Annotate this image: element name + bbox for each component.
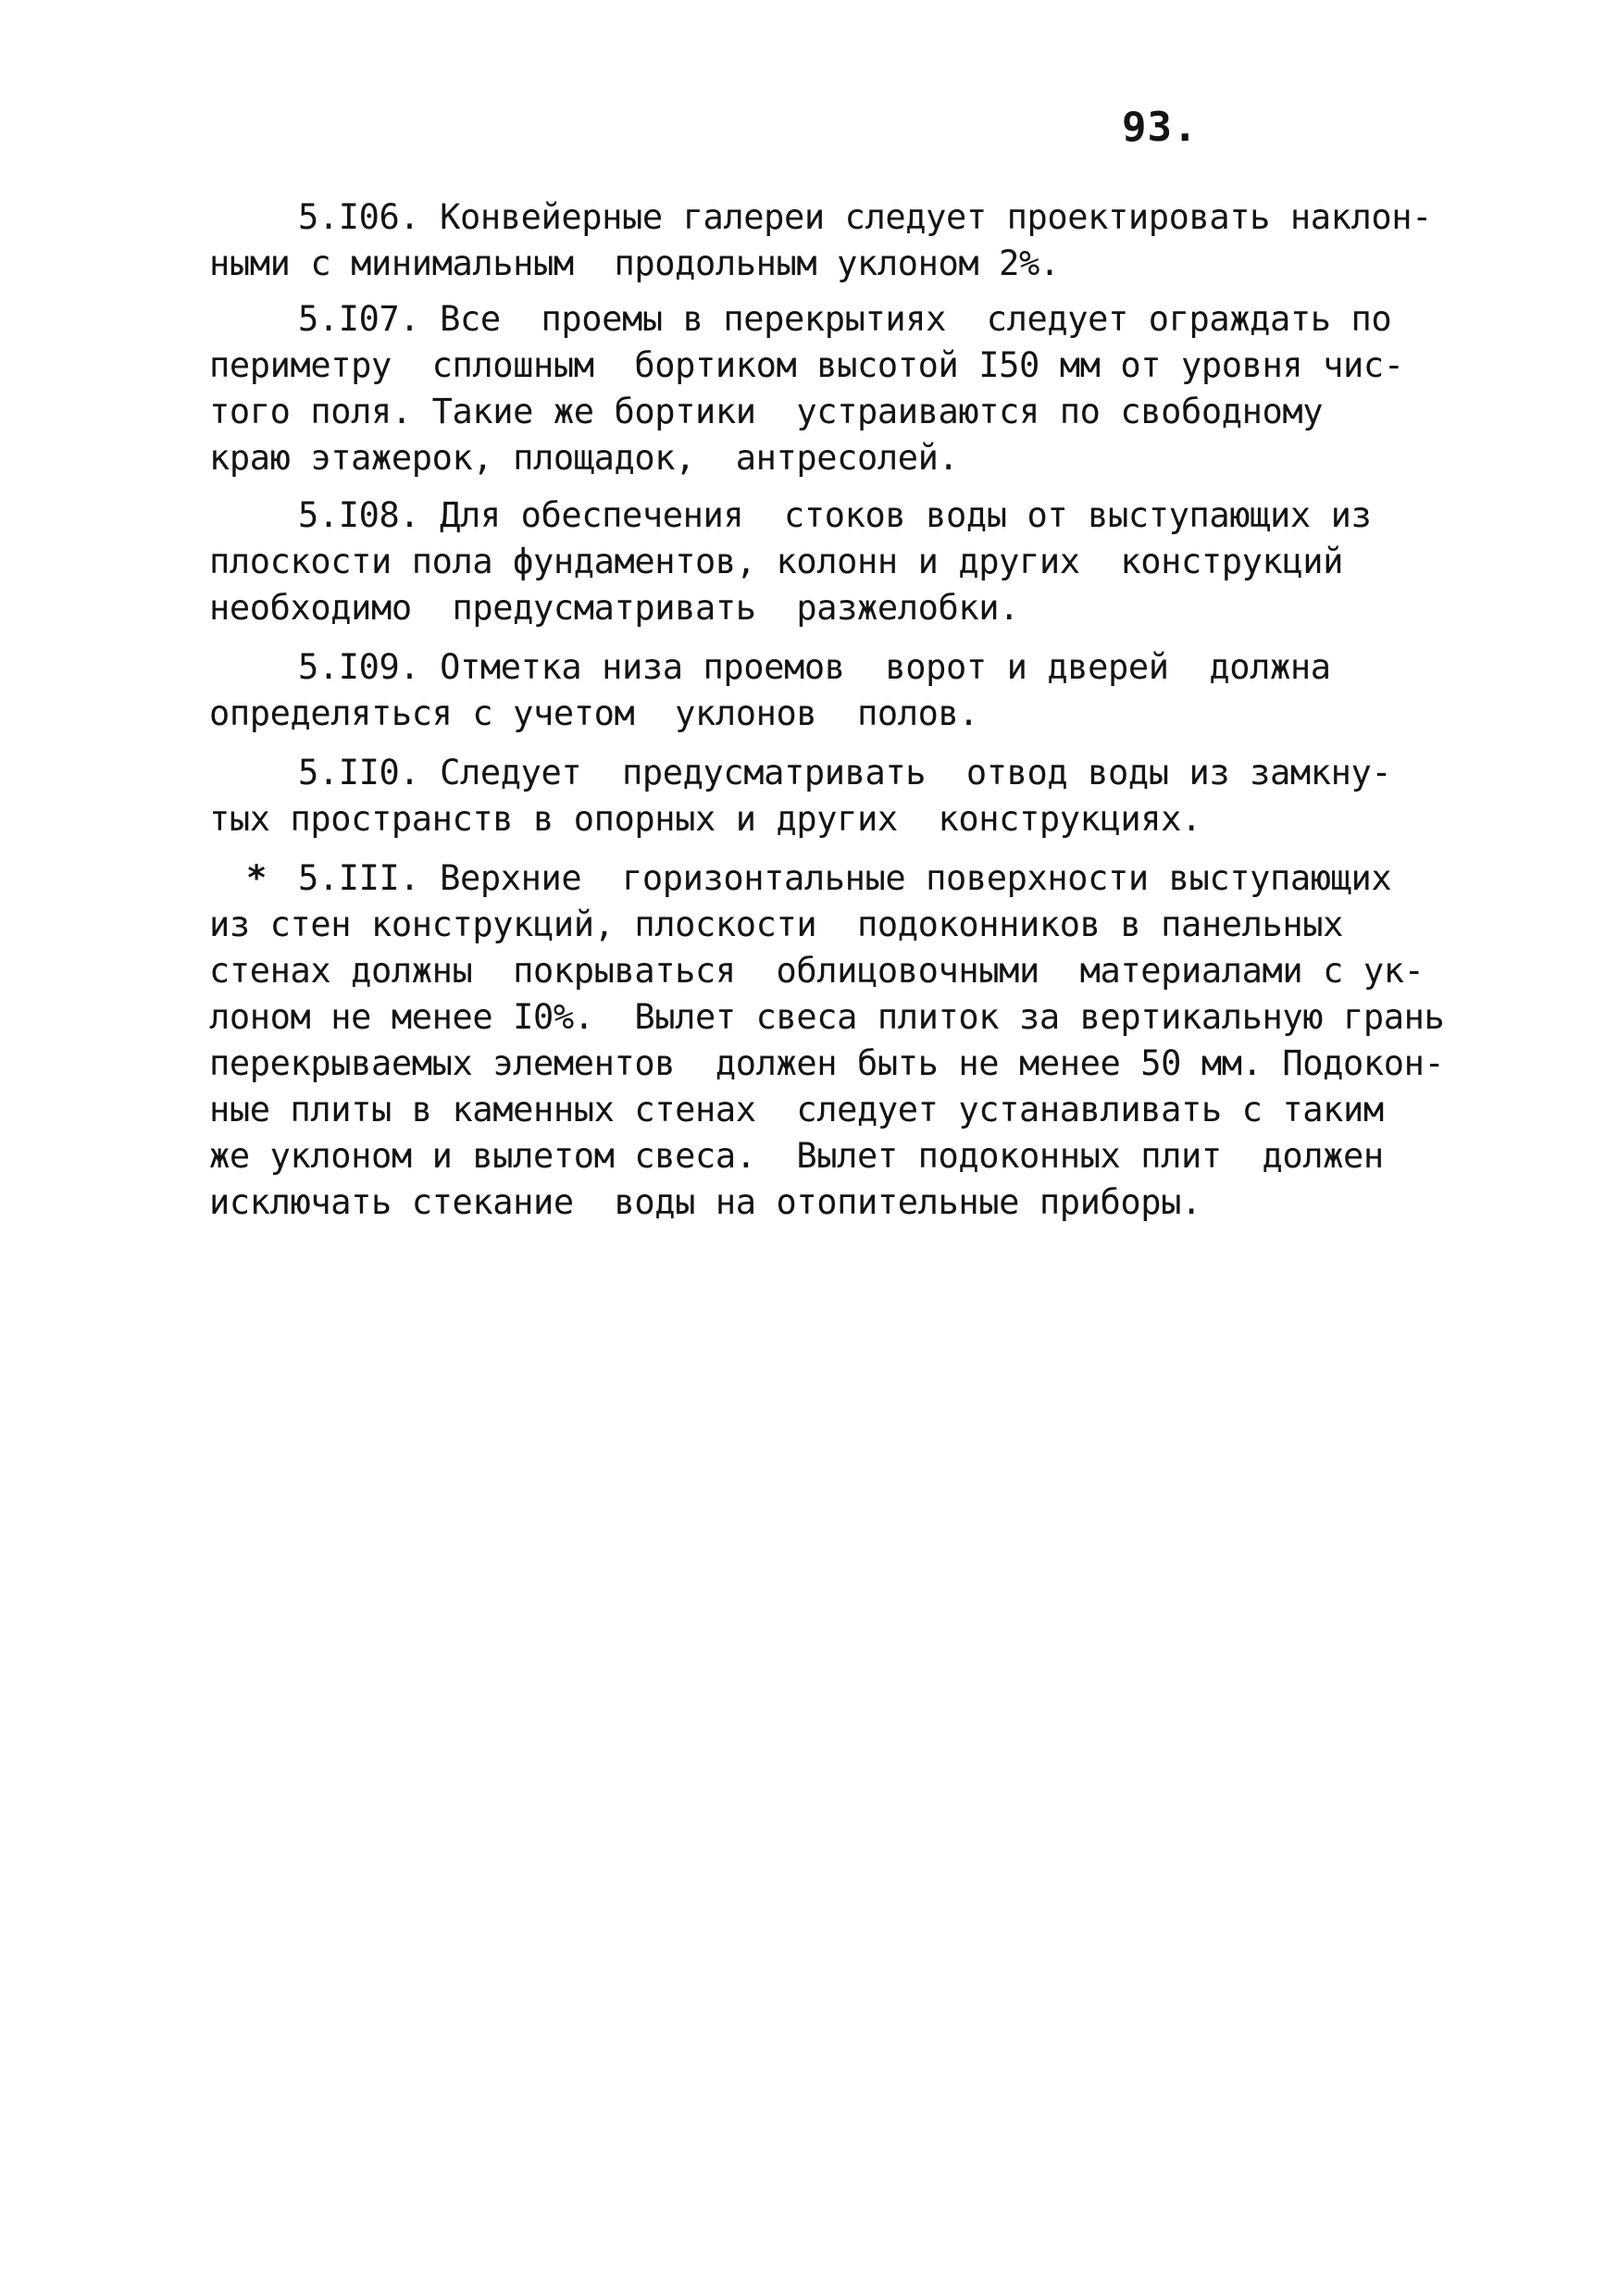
paragraph-line (209, 855, 1403, 902)
paragraph-line: краю этажерок, площадок, антресолей. (209, 438, 959, 478)
paragraph-line: тых пространств в опорных и других конструкциях. (209, 799, 1201, 839)
paragraph-5-109 (209, 644, 1403, 737)
paragraph-line: исключать стекание воды на отопительные приборы. (209, 1182, 1201, 1222)
paragraph-line: лоном не менее I0%. Вылет свеса плиток за вертикальную грань (209, 997, 1445, 1037)
paragraph-line: же уклоном и вылетом свеса. Вылет подоконных плит должен (209, 1136, 1384, 1176)
paragraph-line: необходимо предусматривать разжелобки. (209, 588, 1020, 628)
paragraph-5-106 (209, 194, 1433, 287)
paragraph-line: стенах должны покрываться облицовочными материалами с ук- (209, 951, 1425, 991)
paragraph-line: 5.I08. Для обеспечения стоков воды от выступающих из (298, 495, 1372, 535)
paragraph-line: плоскости пола фундаментов, колонн и других конструкций (209, 542, 1344, 581)
paragraph-line: определяться с учетом уклонов полов. (209, 693, 979, 733)
paragraph-line: 5.I09. Отметка низа проемов ворот и дверей должна (298, 647, 1331, 687)
paragraph-line: 5.I07. Все проемы в перекрытиях следует ограждать по (298, 299, 1392, 339)
page-number: 93. (1122, 104, 1199, 151)
paragraph-line-text: 5.III. Верхние горизонтальные поверхности выступающих (298, 858, 1392, 898)
paragraph-line: того поля. Такие же бортики устраиваются по свободному (209, 392, 1324, 431)
change-marker-asterisk: * (246, 858, 267, 898)
paragraph-line: 5.I06. Конвейерные галереи следует проектировать наклон- (298, 197, 1433, 237)
paragraph-line: из стен конструкций, плоскости подоконников в панельных (209, 905, 1344, 944)
paragraph-5-111 (209, 855, 1445, 1226)
paragraph-line: периметру сплошным бортиком высотой I50 мм от уровня чис- (209, 345, 1404, 385)
paragraph-5-108 (209, 493, 1403, 631)
paragraph-5-107 (209, 296, 1403, 481)
paragraph-line: 5.II0. Следует предусматривать отвод воды из замкну- (298, 753, 1392, 792)
paragraph-line: ные плиты в каменных стенах следует устанавливать с таким (209, 1090, 1384, 1129)
paragraph-line: ными с минимальным продольным уклоном 2%. (209, 243, 1060, 283)
paragraph-line: перекрываемых элементов должен быть не менее 50 мм. Подокон- (209, 1043, 1445, 1083)
paragraph-5-110 (209, 750, 1403, 842)
